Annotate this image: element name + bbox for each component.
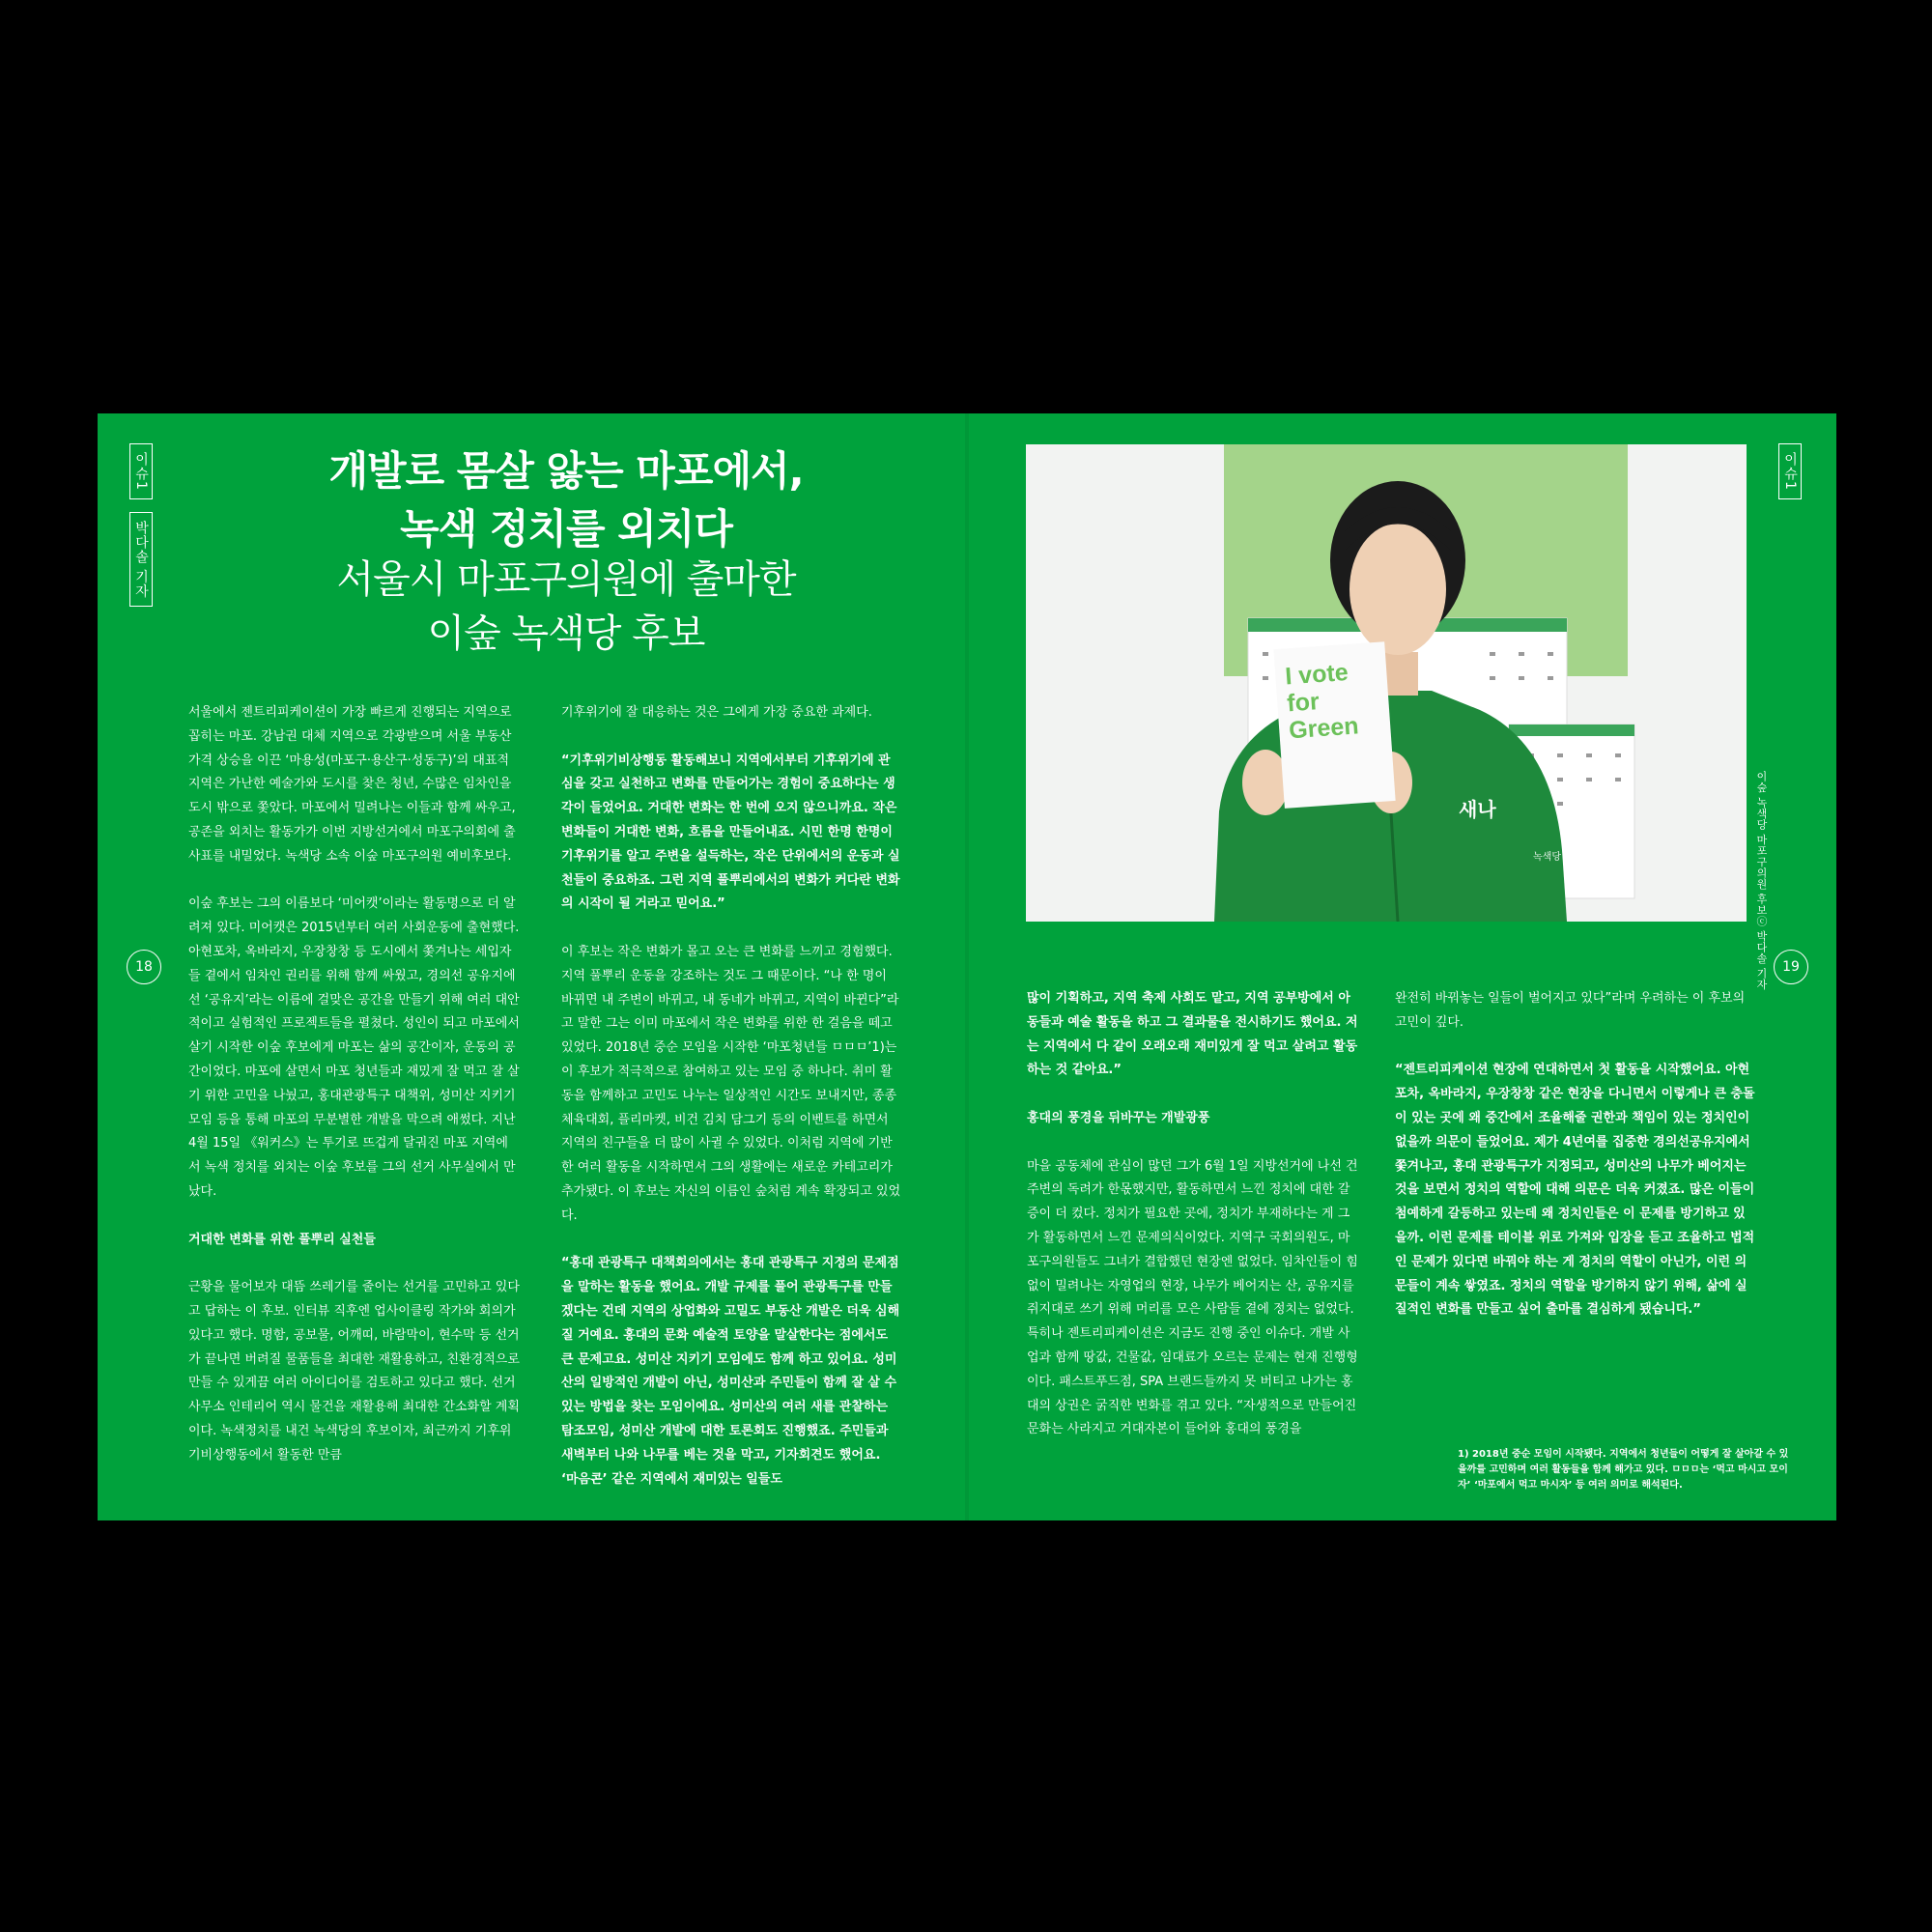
paragraph: 이숲 후보는 그의 이름보다 ‘미어캣’이라는 활동명으로 더 알려져 있다. 미어캣은 2015년부터 여러 사회운동에 출현했다. 아현포차, 옥바라지, 우장창창 등 도시에서 쫓겨나는 세입자들 곁에서 임차인 권리를 위해 함께 싸웠고, 경의선 공유지에선 ‘공유지’라는 이름에 걸맞은 공간을 만들기 위해 여러 대안적이고 실험적인 프로젝트들을 펼쳤다. 성인이 되고 마포에서 살기 시작한 이숲 후보에게 마포는 삶의 공간이자, 운동의 공간이었다. 마포에 살면서 마포 청년들과 재밌게 잘 먹고 잘 살기 위한 고민을 나눴고, 홍대관광특구 대책위, 성미산 지키기 모임 등을 통해 마포의 무분별한 개발을 막으려 애썼다. 지난 4월 15일 《워커스》는 투기로 뜨겁게 달궈진 마포 지역에서 녹색 정치를 외치는 이숲 후보를 그의 선거 사무실에서 만났다. <box>188 896 520 1199</box>
footnote: 1) 2018년 중순 모임이 시작됐다. 지역에서 청년들이 어떻게 잘 살아갈 수 있을까를 고민하며 여러 활동들을 함께 해가고 있다. ㅁㅁㅁ는 ‘먹고 마시고 모이자’ ‘마포에서 먹고 마시자’ 등 여러 의미로 해석된다. <box>1458 1449 1789 1491</box>
paragraph: 완전히 바꿔놓는 일들이 벌어지고 있다”라며 우려하는 이 후보의 고민이 깊다. <box>1395 991 1746 1030</box>
svg-text:Green: Green <box>1288 712 1360 745</box>
title-line-1: 개발로 몸살 앓는 마포에서, <box>328 447 804 495</box>
quote: “홍대 관광특구 대책회의에서는 홍대 관광특구 지정의 문제점을 말하는 활동을 했어요. 개발 규제를 풀어 관광특구를 만들겠다는 건데 지역의 상업화와 고밀도 부동산 개발은 더욱 심해질 거예요. 홍대의 문화 예술적 토양을 말살한다는 점에서도 큰 문제고요. 성미산 지키기 모임에도 함께 하고 있어요. 성미산의 일방적인 개발이 아닌, 성미산과 주민들이 함께 잘 살 수 있는 방법을 찾는 모임이에요. 성미산의 여러 새를 관찰하는 탐조모임, 성미산 개발에 대한 토론회도 진행했죠. 주민들과 새벽부터 나와 나무를 베는 것을 막고, 기자회견도 했어요. ‘마음콘’ 같은 지역에서 재미있는 일들도 <box>561 1256 900 1487</box>
section-tag-left: 이슈1 <box>129 443 153 499</box>
text-column-2 <box>561 701 901 1516</box>
section-heading: 홍대의 풍경을 뒤바꾸는 개발광풍 <box>1027 1110 1210 1125</box>
photo-caption: 이숲 녹색당 마포구의원 후보ⓒ 박다솔 기자 <box>1755 771 1768 990</box>
svg-text:녹색당: 녹색당 <box>1533 852 1561 863</box>
page-number-right: 19 <box>1774 950 1808 984</box>
article-subtitle <box>252 553 880 661</box>
section-tag-right: 이슈1 <box>1778 443 1802 499</box>
page-number-left: 18 <box>127 950 161 984</box>
paragraph: 기후위기에 잘 대응하는 것은 그에게 가장 중요한 과제다. <box>561 705 872 720</box>
section-heading: 거대한 변화를 위한 풀뿌리 실천들 <box>188 1232 376 1247</box>
quote-continuation: 많이 기획하고, 지역 축제 사회도 맡고, 지역 공부방에서 아동들과 예술 활동을 하고 그 결과물을 전시하기도 했어요. 저는 지역에서 다 같이 오래오래 재미있게 잘 먹고 살려고 활동하는 것 같아요.” <box>1027 991 1358 1078</box>
svg-text:for: for <box>1286 688 1321 718</box>
magazine-spread <box>98 413 1836 1520</box>
paragraph: 이 후보는 작은 변화가 몰고 오는 큰 변화를 느끼고 경험했다. 지역 풀뿌리 운동을 강조하는 것도 그 때문이다. “나 한 명이 바뀌면 내 주변이 바뀌고, 내 동네가 바뀌고, 지역이 바뀐다”라고 말한 그는 이미 마포에서 작은 변화를 위한 한 걸음을 떼고 있었다. 2018년 중순 모임을 시작한 ‘마포청년들 ㅁㅁㅁ’1)는 이 후보가 적극적으로 참여하고 있는 모임 중 하나다. 취미 활동을 함께하고 고민도 나누는 일상적인 시간도 보내지만, 종종 체육대회, 플리마켓, 비건 김치 담그기 등의 이벤트를 하면서 지역의 친구들을 더 많이 사귈 수 있었다. 이처럼 지역에 기반한 여러 활동을 시작하면서 그의 생활에는 새로운 카테고리가 추가됐다. 이 후보는 자신의 이름인 숲처럼 계속 확장되고 있었다. <box>561 944 901 1223</box>
text-column-4 <box>1395 987 1757 1347</box>
svg-text:새나: 새나 <box>1459 798 1496 821</box>
quote: “기후위기비상행동 활동해보니 지역에서부터 기후위기에 관심을 갖고 실천하고 변화를 만들어가는 경험이 중요하다는 생각이 들었어요. 거대한 변화는 한 번에 오지 않으니까요. 작은 변화들이 거대한 변화, 흐름을 만들어내죠. 시민 한명 한명이 기후위기를 알고 주변을 설득하는, 작은 단위에서의 운동과 실천들이 중요하죠. 그런 지역 풀뿌리에서의 변화가 커다란 변화의 시작이 될 거라고 믿어요.” <box>561 753 900 912</box>
paragraph: 마을 공동체에 관심이 많던 그가 6월 1일 지방선거에 나선 건 주변의 독려가 한몫했지만, 활동하면서 느낀 정치에 대한 갈증이 더 컸다. 정치가 필요한 곳에, 정치가 부재하다는 게 그가 활동하면서 느낀 문제의식이었다. 지역구 국회의원도, 마포구의원들도 그녀가 결합했던 현장엔 없었다. 임차인들이 힘없이 밀려나는 자영업의 현장, 나무가 베어지는 산, 공유지를 쥐지대로 쓰기 위해 머리를 모은 사람들 곁에 정치는 없었다. 특히나 젠트리피케이션은 지금도 진행 중인 이슈다. 개발 사업과 함께 땅값, 건물값, 임대료가 오르는 문제는 현재 진행형이다. 패스트푸드점, SPA 브랜드들까지 못 버티고 나가는 홍대의 상권은 굵직한 변화를 겪고 있다. “자생적으로 만들어진 문화는 사라지고 거대자본이 들어와 홍대의 풍경을 <box>1027 1158 1358 1437</box>
paragraph: 서울에서 젠트리피케이션이 가장 빠르게 진행되는 지역으로 꼽히는 마포. 강남권 대체 지역으로 각광받으며 서울 부동산 가격 상승을 이끈 ‘마용성(마포구·용산구·성동구)’의 대표적 지역은 가난한 예술가와 도시를 찾은 청년, 수많은 임차인을 도시 밖으로 쫓았다. 마포에서 밀려나는 이들과 함께 싸우고, 공존을 외치는 활동가가 이번 지방선거에서 마포구의회에 출사표를 내밀었다. 녹색당 소속 이숲 마포구의원 예비후보다. <box>188 705 516 864</box>
paragraph: 근황을 물어보자 대뜸 쓰레기를 줄이는 선거를 고민하고 있다고 답하는 이 후보. 인터뷰 직후엔 업사이클링 작가와 회의가 있다고 했다. 명함, 공보물, 어깨띠, 바람막이, 현수막 등 선거가 끝나면 버려질 물품들을 최대한 재활용하고, 친환경적으로 만들 수 있게끔 여러 아이디어를 검토하고 있다고 했다. 선거 사무소 인테리어 역시 물건을 재활용해 최대한 간소화할 계획이다. 녹색정치를 내건 녹색당의 후보이자, 최근까지 기후위기비상행동에서 활동한 만큼 <box>188 1280 520 1463</box>
svg-text:I vote: I vote <box>1284 658 1350 691</box>
photo-illustration <box>1026 444 1747 922</box>
article-title <box>252 442 880 558</box>
text-column-1 <box>188 701 520 1492</box>
subtitle-line-2: 이숲 녹색당 후보 <box>427 611 705 656</box>
candidate-photo <box>1026 444 1747 922</box>
page-fold <box>965 413 969 1520</box>
text-column-3 <box>1027 987 1360 1466</box>
subtitle-line-1: 서울시 마포구의원에 출마한 <box>336 557 796 602</box>
quote: “젠트리피케이션 현장에 연대하면서 첫 활동을 시작했어요. 아현포차, 옥바라지, 우장창창 같은 현장을 다니면서 이렇게나 큰 충돌이 있는 곳에 왜 중간에서 조율해줄 권한과 책임이 있는 정치인이 없을까 의문이 들었어요. 제가 4년여를 집중한 경의선공유지에서 쫓겨나고, 홍대 관광특구가 지정되고, 성미산의 나무가 베어지는 것을 보면서 정치의 역할에 대해 의문은 더욱 커졌죠. 많은 이들이 첨예하게 갈등하고 있는데 왜 정치인들은 이 문제를 방기하고 있을까. 이런 문제를 테이블 위로 가져와 입장을 듣고 조율하고 법적인 문제가 있다면 바꿔야 하는 게 정치의 역할이 아닌가, 이런 의문들이 계속 쌓였죠. 정치의 역할을 방기하지 않기 위해, 삶에 실질적인 변화를 만들고 싶어 출마를 결심하게 됐습니다.” <box>1395 1063 1755 1318</box>
author-tag: 박다솔 기자 <box>129 512 153 607</box>
title-line-2: 녹색 정치를 외치다 <box>400 505 732 553</box>
